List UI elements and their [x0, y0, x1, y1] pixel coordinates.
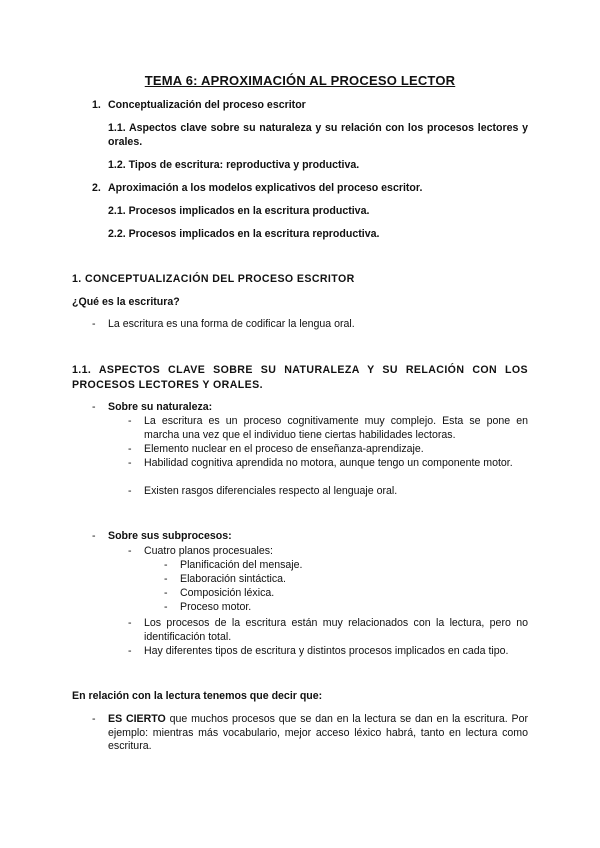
bullet-dash: -	[128, 443, 132, 455]
plano-item: Proceso motor.	[180, 601, 252, 613]
naturaleza-item: Habilidad cognitiva aprendida no motora, aunque tengo un componente motor.	[144, 457, 513, 469]
bullet-dash: -	[164, 559, 168, 571]
bullet-dash: -	[92, 530, 96, 542]
es-cierto-paragraph	[108, 713, 528, 754]
bullet-dash: -	[128, 645, 132, 657]
naturaleza-item: La escritura es un proceso cognitivamente muy complejo. Esta se pone en marcha una vez que el individuo tiene ciertas habilidades lectoras.	[144, 415, 528, 441]
plano-item: Composición léxica.	[180, 587, 275, 599]
es-cierto-text: que muchos procesos que se dan en la lectura se dan en la escritura. Por ejemplo: mientras más vocabulario, mejor acceso léxico habrá, tanto en lectura como escritura.	[108, 713, 529, 753]
bullet-dash: -	[164, 573, 168, 585]
toc-item-2-2: 2.2. Procesos implicados en la escritura reproductiva.	[108, 228, 380, 240]
bullet-dash: -	[128, 545, 132, 557]
toc-item-1-number: 1.	[92, 99, 101, 111]
planos-intro: Cuatro planos procesuales:	[144, 545, 273, 557]
bullet-dash: -	[92, 713, 96, 725]
page-title: TEMA 6: APROXIMACIÓN AL PROCESO LECTOR	[144, 73, 456, 88]
toc-item-1-2: 1.2. Tipos de escritura: reproductiva y productiva.	[108, 159, 360, 171]
toc-item-2: Aproximación a los modelos explicativos del proceso escritor.	[108, 182, 423, 194]
subprocesos-label: Sobre sus subprocesos:	[108, 530, 232, 542]
subprocesos-item: Hay diferentes tipos de escritura y distintos procesos implicados en cada tipo.	[144, 645, 509, 657]
bullet-dash: -	[128, 485, 132, 497]
bullet-dash: -	[164, 601, 168, 613]
plano-item: Elaboración sintáctica.	[180, 573, 286, 585]
naturaleza-item: Existen rasgos diferenciales respecto al lenguaje oral.	[144, 485, 398, 497]
naturaleza-item: Elemento nuclear en el proceso de enseñanza-aprendizaje.	[144, 443, 424, 455]
section-1-1-heading: 1.1. ASPECTOS CLAVE SOBRE SU NATURALEZA Y SU RELACIÓN CON LOS PROCESOS LECTORES Y ORALES.	[72, 364, 528, 391]
bullet-dash: -	[128, 617, 132, 629]
lectura-label: En relación con la lectura tenemos que decir que:	[72, 690, 323, 702]
naturaleza-label: Sobre su naturaleza:	[108, 401, 213, 413]
subprocesos-item: Los procesos de la escritura están muy relacionados con la lectura, pero no identificación total.	[144, 617, 528, 643]
toc-item-1: Conceptualización del proceso escritor	[108, 99, 306, 111]
toc-item-1-1: 1.1. Aspectos clave sobre su naturaleza y su relación con los procesos lectores y orales.	[108, 122, 528, 148]
section-1-question: ¿Qué es la escritura?	[72, 296, 180, 308]
bullet-dash: -	[92, 318, 96, 330]
bullet-dash: -	[128, 457, 132, 469]
es-cierto-emphasis: ES CIERTO	[108, 713, 166, 725]
toc-item-2-1: 2.1. Procesos implicados en la escritura productiva.	[108, 205, 370, 217]
bullet-dash: -	[164, 587, 168, 599]
section-1-bullet: La escritura es una forma de codificar la lengua oral.	[108, 318, 355, 330]
toc-item-2-number: 2.	[92, 182, 101, 194]
section-1-heading: 1. CONCEPTUALIZACIÓN DEL PROCESO ESCRITOR	[72, 273, 355, 285]
bullet-dash: -	[128, 415, 132, 427]
plano-item: Planificación del mensaje.	[180, 559, 303, 571]
bullet-dash: -	[92, 401, 96, 413]
